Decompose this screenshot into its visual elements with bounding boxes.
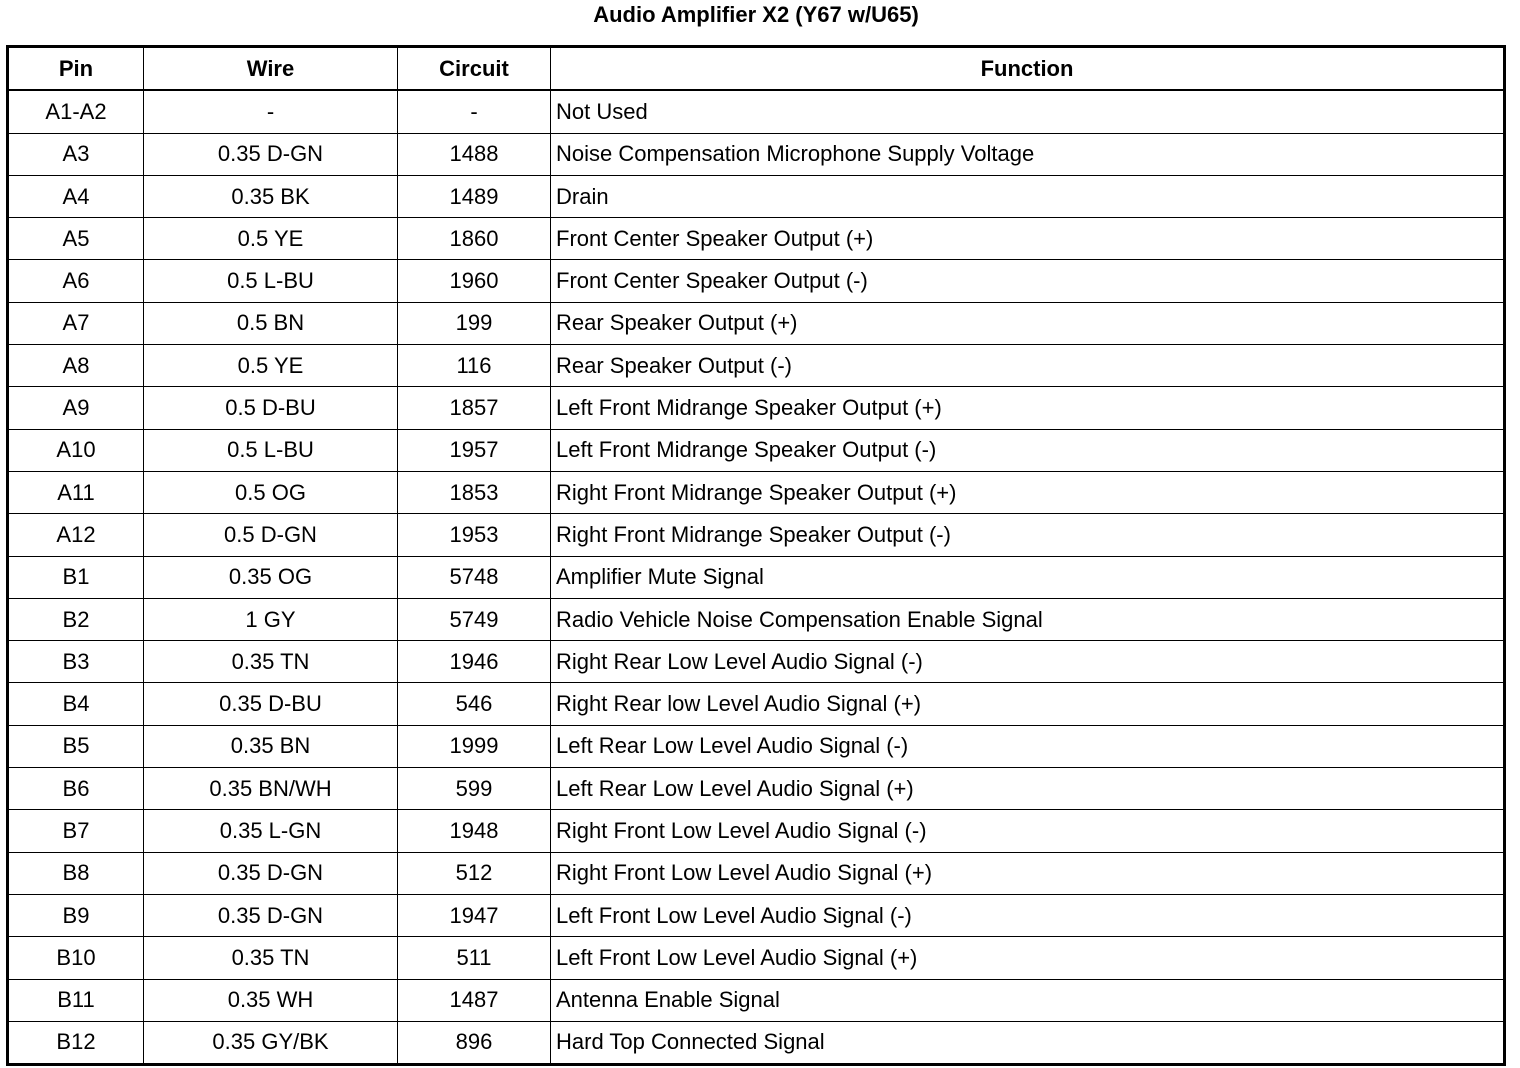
function-cell: Rear Speaker Output (+) bbox=[551, 302, 1505, 344]
table-row bbox=[8, 1021, 1505, 1064]
wire-cell: 0.35 BK bbox=[144, 175, 398, 217]
function-cell: Front Center Speaker Output (-) bbox=[551, 260, 1505, 302]
wire-cell: 0.35 D-BU bbox=[144, 683, 398, 725]
pin-cell: A3 bbox=[8, 133, 144, 175]
column-header-circuit: Circuit bbox=[398, 47, 551, 91]
wire-cell: 0.35 L-GN bbox=[144, 810, 398, 852]
circuit-cell: 599 bbox=[398, 768, 551, 810]
pin-cell: B7 bbox=[8, 810, 144, 852]
function-cell: Left Front Midrange Speaker Output (-) bbox=[551, 429, 1505, 471]
page-title: Audio Amplifier X2 (Y67 w/U65) bbox=[593, 2, 919, 27]
wire-cell: 0.35 D-GN bbox=[144, 852, 398, 894]
wire-cell: 0.35 BN/WH bbox=[144, 768, 398, 810]
function-cell: Right Rear low Level Audio Signal (+) bbox=[551, 683, 1505, 725]
column-header-wire: Wire bbox=[144, 47, 398, 91]
pin-cell: B8 bbox=[8, 852, 144, 894]
circuit-cell: 1489 bbox=[398, 175, 551, 217]
circuit-cell: 1957 bbox=[398, 429, 551, 471]
function-cell: Hard Top Connected Signal bbox=[551, 1021, 1505, 1064]
pin-cell: B6 bbox=[8, 768, 144, 810]
function-cell: Not Used bbox=[551, 90, 1505, 133]
circuit-cell: 546 bbox=[398, 683, 551, 725]
pin-cell: B12 bbox=[8, 1021, 144, 1064]
circuit-cell: - bbox=[398, 90, 551, 133]
wire-cell: 0.5 BN bbox=[144, 302, 398, 344]
table-row bbox=[8, 641, 1505, 683]
function-cell: Right Front Low Level Audio Signal (-) bbox=[551, 810, 1505, 852]
pin-cell: A8 bbox=[8, 345, 144, 387]
pin-cell: B1 bbox=[8, 556, 144, 598]
circuit-cell: 116 bbox=[398, 345, 551, 387]
pin-cell: B2 bbox=[8, 598, 144, 640]
table-row bbox=[8, 979, 1505, 1021]
pin-cell: A11 bbox=[8, 471, 144, 513]
wire-cell: 0.35 TN bbox=[144, 641, 398, 683]
function-cell: Right Rear Low Level Audio Signal (-) bbox=[551, 641, 1505, 683]
circuit-cell: 5749 bbox=[398, 598, 551, 640]
circuit-cell: 1953 bbox=[398, 514, 551, 556]
pin-cell: A7 bbox=[8, 302, 144, 344]
pin-cell: B5 bbox=[8, 725, 144, 767]
function-cell: Right Front Midrange Speaker Output (+) bbox=[551, 471, 1505, 513]
pin-cell: B4 bbox=[8, 683, 144, 725]
column-header-pin: Pin bbox=[8, 47, 144, 91]
pin-cell: A6 bbox=[8, 260, 144, 302]
table-body bbox=[8, 90, 1505, 1064]
function-cell: Rear Speaker Output (-) bbox=[551, 345, 1505, 387]
wire-cell: 0.35 TN bbox=[144, 937, 398, 979]
table-row bbox=[8, 894, 1505, 936]
pin-cell: B11 bbox=[8, 979, 144, 1021]
column-header-function: Function bbox=[551, 47, 1505, 91]
circuit-cell: 1947 bbox=[398, 894, 551, 936]
table-row bbox=[8, 725, 1505, 767]
circuit-cell: 1948 bbox=[398, 810, 551, 852]
table-row bbox=[8, 598, 1505, 640]
table-row bbox=[8, 514, 1505, 556]
table-row bbox=[8, 556, 1505, 598]
wire-cell: 0.5 YE bbox=[144, 345, 398, 387]
pin-cell: A1-A2 bbox=[8, 90, 144, 133]
table-row bbox=[8, 810, 1505, 852]
function-cell: Right Front Low Level Audio Signal (+) bbox=[551, 852, 1505, 894]
wire-cell: 0.35 GY/BK bbox=[144, 1021, 398, 1064]
circuit-cell: 511 bbox=[398, 937, 551, 979]
circuit-cell: 1853 bbox=[398, 471, 551, 513]
table-row bbox=[8, 175, 1505, 217]
wire-cell: 1 GY bbox=[144, 598, 398, 640]
pin-cell: B9 bbox=[8, 894, 144, 936]
circuit-cell: 896 bbox=[398, 1021, 551, 1064]
function-cell: Left Front Low Level Audio Signal (-) bbox=[551, 894, 1505, 936]
wire-cell: 0.5 OG bbox=[144, 471, 398, 513]
function-cell: Front Center Speaker Output (+) bbox=[551, 218, 1505, 260]
function-cell: Drain bbox=[551, 175, 1505, 217]
pinout-table bbox=[6, 45, 1506, 1066]
wire-cell: 0.35 D-GN bbox=[144, 133, 398, 175]
table-row bbox=[8, 471, 1505, 513]
wire-cell: 0.5 YE bbox=[144, 218, 398, 260]
table-row bbox=[8, 218, 1505, 260]
wire-cell: 0.35 OG bbox=[144, 556, 398, 598]
wire-cell: 0.35 D-GN bbox=[144, 894, 398, 936]
table-row bbox=[8, 852, 1505, 894]
circuit-cell: 5748 bbox=[398, 556, 551, 598]
table-row bbox=[8, 429, 1505, 471]
pin-cell: A12 bbox=[8, 514, 144, 556]
table-row bbox=[8, 937, 1505, 979]
function-cell: Left Rear Low Level Audio Signal (-) bbox=[551, 725, 1505, 767]
circuit-cell: 1487 bbox=[398, 979, 551, 1021]
wire-cell: 0.5 D-GN bbox=[144, 514, 398, 556]
table-row bbox=[8, 260, 1505, 302]
circuit-cell: 1857 bbox=[398, 387, 551, 429]
table-row bbox=[8, 345, 1505, 387]
wire-cell: 0.5 L-BU bbox=[144, 260, 398, 302]
table-row bbox=[8, 768, 1505, 810]
pin-cell: A5 bbox=[8, 218, 144, 260]
table-row bbox=[8, 683, 1505, 725]
circuit-cell: 512 bbox=[398, 852, 551, 894]
pin-cell: A10 bbox=[8, 429, 144, 471]
function-cell: Left Front Low Level Audio Signal (+) bbox=[551, 937, 1505, 979]
table-row bbox=[8, 387, 1505, 429]
wire-cell: 0.35 WH bbox=[144, 979, 398, 1021]
wire-cell: 0.5 D-BU bbox=[144, 387, 398, 429]
circuit-cell: 1860 bbox=[398, 218, 551, 260]
function-cell: Amplifier Mute Signal bbox=[551, 556, 1505, 598]
pin-cell: B3 bbox=[8, 641, 144, 683]
function-cell: Noise Compensation Microphone Supply Voltage bbox=[551, 133, 1505, 175]
circuit-cell: 1960 bbox=[398, 260, 551, 302]
function-cell: Left Front Midrange Speaker Output (+) bbox=[551, 387, 1505, 429]
function-cell: Antenna Enable Signal bbox=[551, 979, 1505, 1021]
circuit-cell: 1946 bbox=[398, 641, 551, 683]
wire-cell: 0.5 L-BU bbox=[144, 429, 398, 471]
table-row bbox=[8, 302, 1505, 344]
function-cell: Radio Vehicle Noise Compensation Enable Signal bbox=[551, 598, 1505, 640]
table-header-row bbox=[8, 47, 1505, 91]
table-row bbox=[8, 133, 1505, 175]
wire-cell: - bbox=[144, 90, 398, 133]
pin-cell: B10 bbox=[8, 937, 144, 979]
function-cell: Right Front Midrange Speaker Output (-) bbox=[551, 514, 1505, 556]
circuit-cell: 1488 bbox=[398, 133, 551, 175]
circuit-cell: 1999 bbox=[398, 725, 551, 767]
pin-cell: A9 bbox=[8, 387, 144, 429]
circuit-cell: 199 bbox=[398, 302, 551, 344]
wire-cell: 0.35 BN bbox=[144, 725, 398, 767]
function-cell: Left Rear Low Level Audio Signal (+) bbox=[551, 768, 1505, 810]
pin-cell: A4 bbox=[8, 175, 144, 217]
table-row bbox=[8, 90, 1505, 133]
